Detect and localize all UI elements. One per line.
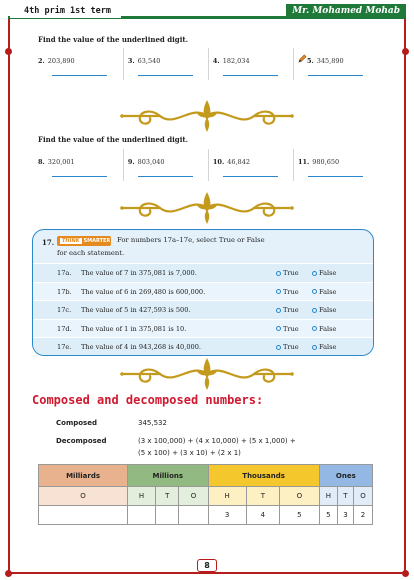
digit-cell[interactable]	[128, 506, 156, 525]
answer-line[interactable]	[52, 176, 107, 177]
question-number-value: 182,034	[222, 57, 250, 65]
answer-line[interactable]	[138, 75, 193, 76]
page-border-left	[8, 18, 10, 574]
decomposed-value	[138, 435, 296, 459]
group-header-row	[39, 465, 373, 487]
digit-cell[interactable]: 5	[279, 506, 319, 525]
true-false-row	[33, 300, 373, 319]
row-statement: The value of 4 in 943,268 is 40,000.	[81, 343, 202, 351]
question-number-value: 803,040	[137, 158, 165, 166]
false-option[interactable]	[312, 343, 336, 351]
section-title: Find the value of the underlined digit.	[38, 35, 189, 44]
answer-line[interactable]	[52, 75, 107, 76]
false-label: False	[319, 306, 337, 314]
page-number: 8	[197, 559, 217, 572]
row-statement: The value of 5 in 427,593 is 500.	[81, 306, 191, 314]
column-header: O	[353, 487, 372, 506]
page-header	[8, 4, 406, 22]
question-number: 2.	[38, 57, 45, 65]
question-number: 8.	[38, 158, 45, 166]
true-false-row	[33, 337, 373, 356]
true-label: True	[283, 269, 299, 277]
true-option[interactable]	[276, 306, 299, 314]
question-row	[38, 149, 378, 181]
true-option[interactable]	[276, 343, 299, 351]
true-label: True	[283, 287, 299, 296]
digit-row	[39, 506, 373, 525]
radio-icon[interactable]	[312, 345, 317, 350]
true-false-list	[33, 263, 373, 356]
radio-icon[interactable]	[312, 289, 317, 294]
row-label: 17c.	[57, 306, 72, 314]
ornament-divider	[120, 98, 295, 134]
question-number: 10.	[212, 158, 225, 166]
radio-icon[interactable]	[276, 308, 281, 313]
digit-cell[interactable]	[155, 506, 179, 525]
digit-cell[interactable]: 2	[353, 506, 372, 525]
group-ones: Ones	[319, 465, 372, 487]
think-smarter-badge	[57, 236, 111, 246]
decomposed-line: (3 x 100,000) + (4 x 10,000) + (5 x 1,000) +	[138, 437, 296, 445]
question-item	[123, 149, 208, 181]
column-header: H	[319, 487, 337, 506]
column-header-row	[39, 487, 373, 506]
row-label: 17a.	[57, 269, 72, 277]
border-dot	[5, 570, 12, 577]
column-header: H	[128, 487, 156, 506]
row-label: 17b.	[57, 287, 72, 296]
question-number-value: 980,650	[312, 158, 340, 166]
false-label: False	[319, 343, 337, 351]
radio-icon[interactable]	[312, 271, 317, 276]
true-label: True	[283, 343, 299, 351]
false-label: False	[319, 287, 337, 296]
ornament-divider	[120, 190, 295, 226]
composed-value: 345,532	[138, 419, 167, 427]
column-header: O	[39, 487, 128, 506]
badge-smarter: SMARTER	[83, 238, 111, 244]
column-header: T	[337, 487, 353, 506]
question-17-box	[32, 229, 374, 356]
ornament-divider	[120, 356, 295, 392]
pencil-icon	[298, 54, 307, 63]
term-label: 4th prim 1st term	[10, 4, 121, 18]
question-item	[208, 48, 293, 80]
page-border-right	[404, 18, 406, 574]
false-option[interactable]	[312, 306, 336, 314]
question-number-value: 46,842	[227, 158, 250, 166]
question-prompt: For numbers 17a–17e, select True or False	[117, 236, 265, 244]
decomposed-line: (5 x 100) + (3 x 10) + (2 x 1)	[138, 449, 241, 457]
question-item	[208, 149, 293, 181]
question-item	[293, 48, 378, 80]
badge-think: THINK	[62, 238, 80, 244]
question-number: 11.	[297, 158, 310, 166]
true-label: True	[283, 306, 299, 314]
false-label: False	[319, 324, 337, 333]
question-row	[38, 48, 378, 80]
composed-label: Composed	[56, 419, 97, 427]
true-false-row	[33, 319, 373, 338]
answer-line[interactable]	[223, 176, 278, 177]
question-item	[293, 149, 378, 181]
answer-line[interactable]	[138, 176, 193, 177]
question-prompt-continued: for each statement.	[57, 249, 125, 257]
row-label: 17d.	[57, 324, 72, 333]
true-false-row	[33, 263, 373, 282]
question-number: 3.	[127, 57, 135, 65]
decomposed-label: Decomposed	[56, 437, 107, 445]
question-item	[123, 48, 208, 80]
digit-cell[interactable]: 3	[208, 506, 246, 525]
radio-icon[interactable]	[312, 308, 317, 313]
question-number-value: 345,890	[316, 57, 344, 65]
question-number: 9.	[127, 158, 135, 166]
row-statement: The value of 6 in 269,480 is 600,000.	[81, 287, 206, 296]
group-millions: Millions	[128, 465, 208, 487]
border-dot	[5, 48, 12, 55]
digit-cell[interactable]: 5	[319, 506, 337, 525]
answer-line[interactable]	[308, 176, 363, 177]
question-number: 5.	[306, 57, 314, 65]
column-header: H	[208, 487, 246, 506]
radio-icon[interactable]	[276, 289, 281, 294]
false-option[interactable]	[312, 325, 336, 333]
composed-section-title: Composed and decomposed numbers:	[32, 393, 264, 407]
section-title: Find the value of the underlined digit.	[38, 135, 189, 144]
true-false-row	[33, 282, 373, 301]
question-item	[38, 48, 123, 80]
question-item	[38, 149, 123, 181]
place-value-table	[38, 464, 373, 525]
question-number: 17.	[42, 238, 55, 247]
radio-icon[interactable]	[276, 326, 281, 331]
teacher-name: Mr. Mohamed Mohab	[286, 4, 406, 19]
border-dot	[402, 570, 409, 577]
digit-cell[interactable]: 3	[337, 506, 353, 525]
question-number: 4.	[212, 57, 220, 65]
page-border-bottom	[8, 572, 406, 574]
question-number-value: 63,540	[137, 57, 161, 65]
question-number-value: 320,001	[47, 158, 75, 166]
true-option[interactable]	[276, 288, 299, 296]
row-label: 17e.	[57, 343, 72, 351]
answer-line[interactable]	[308, 75, 363, 76]
true-option[interactable]	[276, 325, 299, 333]
true-option[interactable]	[276, 269, 299, 277]
column-header: O	[179, 487, 208, 506]
radio-icon[interactable]	[276, 345, 281, 350]
radio-icon[interactable]	[276, 271, 281, 276]
true-label: True	[283, 324, 299, 333]
false-option[interactable]	[312, 288, 336, 296]
digit-cell[interactable]	[39, 506, 128, 525]
group-milliards: Milliards	[39, 465, 128, 487]
digit-cell[interactable]	[179, 506, 208, 525]
false-option[interactable]	[312, 269, 336, 277]
row-statement: The value of 1 in 375,081 is 10.	[81, 324, 187, 333]
question-number-value: 203,890	[47, 57, 75, 65]
false-label: False	[319, 269, 337, 277]
column-header: T	[155, 487, 179, 506]
row-statement: The value of 7 in 375,081 is 7,000.	[81, 269, 197, 277]
border-dot	[402, 48, 409, 55]
column-header: T	[246, 487, 279, 506]
radio-icon[interactable]	[312, 326, 317, 331]
column-header: O	[279, 487, 319, 506]
digit-cell[interactable]: 4	[246, 506, 279, 525]
question-17-header	[33, 230, 373, 260]
group-thousands: Thousands	[208, 465, 319, 487]
answer-line[interactable]	[223, 75, 278, 76]
